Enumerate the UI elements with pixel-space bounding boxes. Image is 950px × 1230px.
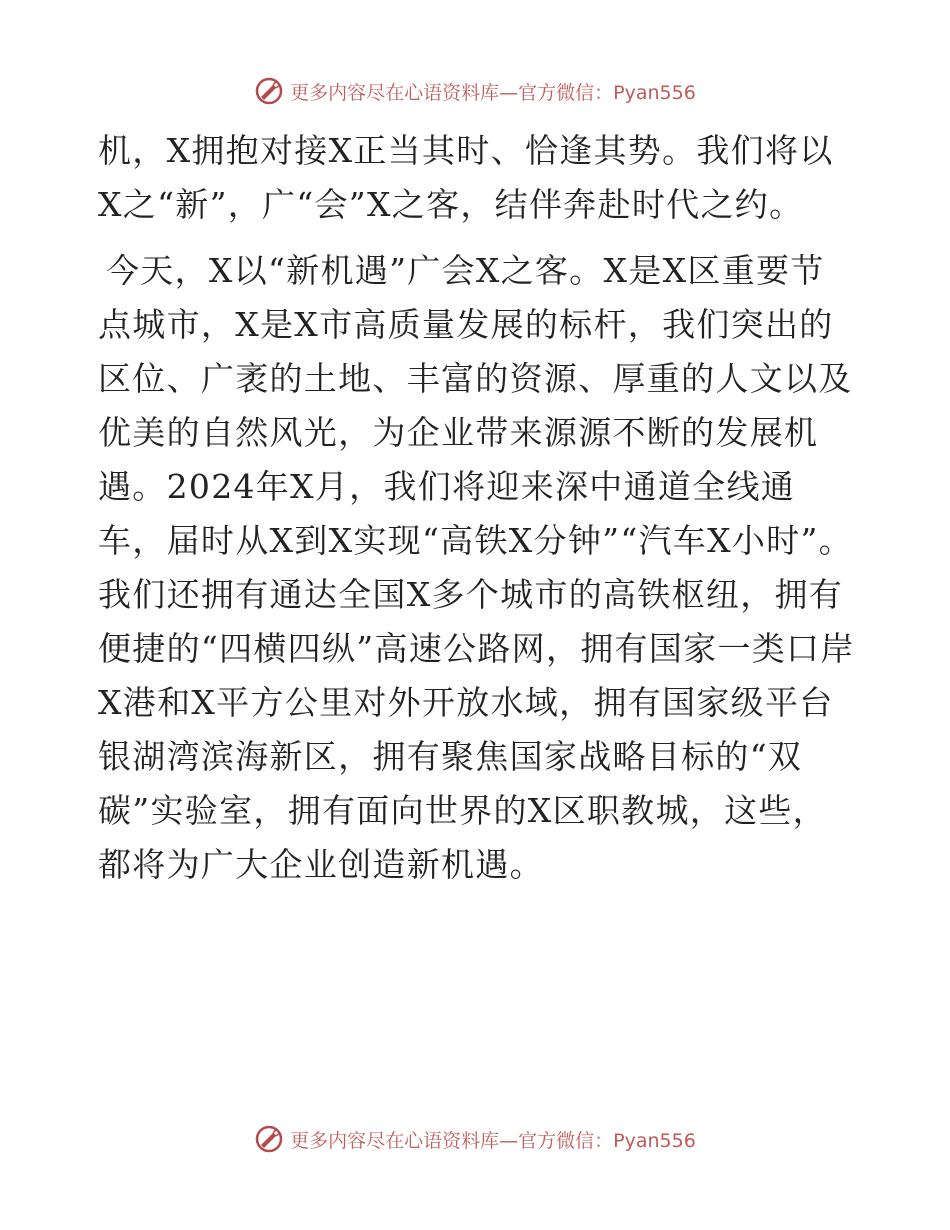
header-watermark xyxy=(0,76,950,106)
footer-watermark xyxy=(0,1124,950,1154)
watermark-text: 更多内容尽在心语资料库—官方微信：Pyan556 xyxy=(290,81,696,104)
document-body xyxy=(98,124,858,892)
seal-pen-icon xyxy=(254,76,284,106)
paragraph-2: 今天，X以“新机遇”广会X之客。X是X区重要节点城市，X是X市高质量发展的标杆，我们突出的区位、广袤的土地、丰富的资源、厚重的人文以及优美的自然风光，为企业带来源源不断的发展机遇。2024年X月，我们将迎来深中通道全线通车，届时从X到X实现“高铁X分钟”“汽车X小时”。我们还拥有通达全国X多个城市的高铁枢纽，拥有便捷的“四横四纵”高速公路网，拥有国家一类口岸X港和X平方公里对外开放水域，拥有国家级平台银湖湾滨海新区，拥有聚焦国家战略目标的“双碳”实验室，拥有面向世界的X区职教城，这些，都将为广大企业创造新机遇。 xyxy=(98,251,855,884)
watermark-text: 更多内容尽在心语资料库—官方微信：Pyan556 xyxy=(290,1129,696,1152)
paragraph-1: 机，X拥抱对接X正当其时、恰逢其势。我们将以X之“新”，广“会”X之客，结伴奔赴时代之约。 xyxy=(98,131,834,224)
seal-pen-icon xyxy=(254,1124,284,1154)
